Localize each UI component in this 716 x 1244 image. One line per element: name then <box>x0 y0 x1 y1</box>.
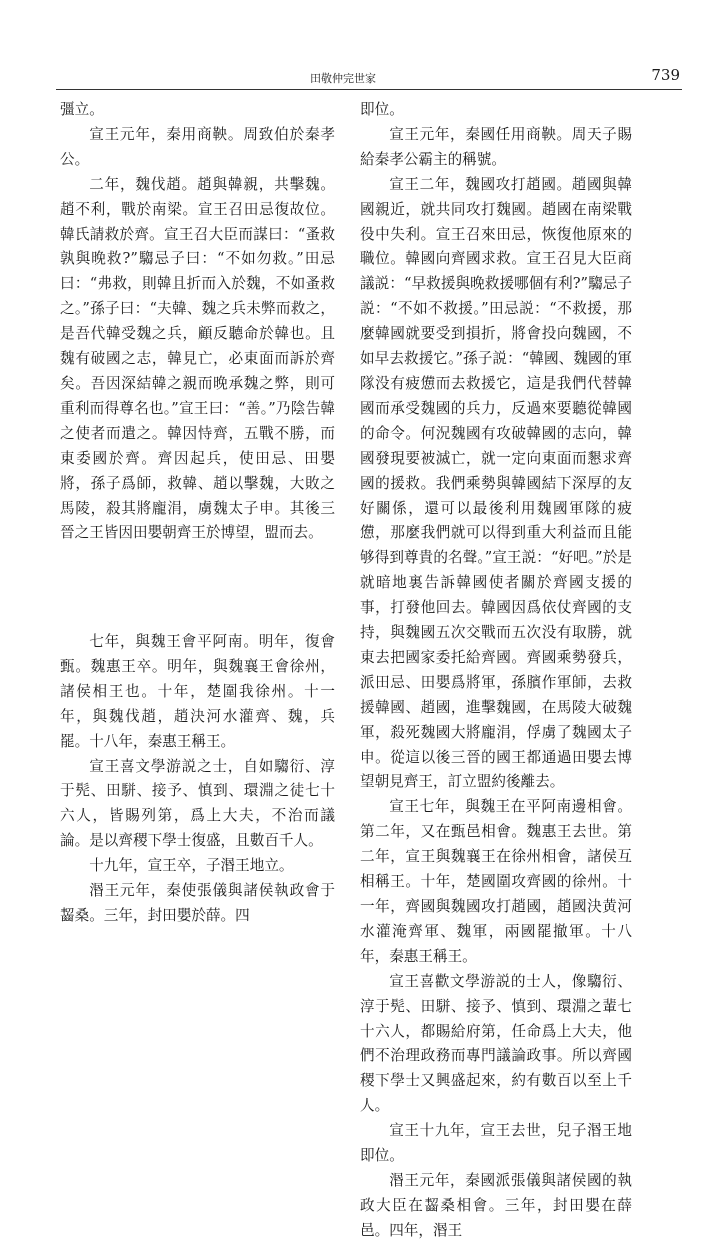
original-paragraph: 彊立。 <box>60 101 104 118</box>
original-paragraph: 七年，與魏王會平阿南。明年，復會甄。魏惠王卒。明年，與魏襄王會徐州，諸侯相王也。十年，楚圍我徐州。十一年，與魏伐趙，趙決河水灌齊、魏，兵罷。十八年，秦惠王稱王。 <box>60 633 335 750</box>
translation-text-column <box>360 98 632 1244</box>
translation-paragraph: 即位。 <box>360 101 404 118</box>
translation-paragraph: 宣王喜歡文學游説的士人，像騶衍、淳于髡、田駢、接予、慎到、環淵之輩七十六人，都賜給府第，任命爲上大夫，他們不治理政務而專門議論政事。所以齊國稷下學士又興盛起來，約有數百以至上千人。 <box>360 972 632 1115</box>
translation-paragraph: 宣王七年，與魏王在平阿南邊相會。第二年，又在甄邑相會。魏惠王去世。第二年，宣王與魏襄王在徐州相會，諸侯互相稱王。十年，楚國圍攻齊國的徐州。十一年，齊國與魏國攻打趙國，趙國決黄河水灌淹齊軍、魏軍，兩國罷撤軍。十八年，秦惠王稱王。 <box>360 798 632 965</box>
original-paragraph: 宣王喜文學游説之士，自如騶衍、淳于髡、田駢、接予、慎到、環淵之徒七十六人，皆賜列第，爲上大夫，不治而議論。是以齊稷下學士復盛，且數百千人。 <box>60 757 335 850</box>
original-paragraph: 二年，魏伐趙。趙與韓親，共擊魏。趙不利，戰於南梁。宣王召田忌復故位。韓氏請救於齊。宣王召大臣而謀曰：“蚤救孰與晚救?”騶忌子曰：“不如勿救。”田忌曰：“弗救，則韓且折而入於魏，不如蚤救之。”孫子曰：“夫韓、魏之兵未弊而救之，是吾代韓受魏之兵，顧反聽命於韓也。且魏有破國之志，韓見亡，必東面而訴於齊矣。吾因深結韓之親而晚承魏之弊，則可重利而得尊名也。”宣王曰：“善。”乃陰告韓之使者而遣之。韓因恃齊，五戰不勝，而東委國於齊。齊因起兵，使田忌、田嬰將，孫子爲師，救韓、趙以擊魏，大敗之馬陵，殺其將龐涓，虜魏太子申。其後三晉之王皆因田嬰朝齊王於博望，盟而去。 <box>60 175 335 542</box>
original-paragraph: 十九年，宣王卒，子湣王地立。 <box>89 857 294 875</box>
original-paragraph: 宣王元年，秦用商鞅。周致伯於秦孝公。 <box>60 125 335 168</box>
translation-paragraph: 宣王十九年，宣王去世，兒子湣王地即位。 <box>360 1122 632 1165</box>
page-number: 739 <box>651 66 680 84</box>
translation-paragraph: 湣王元年，秦國派張儀與諸侯國的執政大臣在齧桑相會。三年，封田嬰在薛邑。四年，湣王 <box>360 1171 632 1239</box>
running-title: 田敬仲完世家 <box>310 72 376 85</box>
original-text-column-bottom <box>60 630 335 929</box>
original-paragraph: 湣王元年，秦使張儀與諸侯執政會于齧桑。三年，封田嬰於薛。四 <box>60 882 335 924</box>
original-text-column-top <box>60 98 335 546</box>
translation-paragraph: 宣王二年，魏國攻打趙國。趙國與韓國親近，就共同攻打魏國。趙國在南梁戰役中失利。宣王召來田忌，恢復他原來的職位。韓國向齊國求救。宣王召見大臣商議説：“早救援與晚救援哪個有利?”騶忌子説：“不如不救援。”田忌説：“不救援，那麼韓國就要受到損折，將會投向魏國，不如早去救援它。”孫子説：“韓國、魏國的軍隊没有疲憊而去救援它，這是我們代替韓國而承受魏國的兵力，反過來要聽從韓國的命令。何況魏國有攻破韓國的志向，韓國發現要被滅亡，就一定向東面而懇求齊國的援救。我們乘勢與韓國結下深厚的友好關係，還可以最後利用魏國軍隊的疲憊，那麼我們就可以得到重大利益而且能够得到尊貴的名聲。”宣王説：“好吧。”於是就暗地裏告訴韓國使者關於齊國支援的事，打發他回去。韓國因爲依仗齊國的支持，與魏國五次交戰而五次没有取勝，就東去把國家委托給齊國。齊國乘勢發兵，派田忌、田嬰爲將軍，孫臏作軍師，去救援韓國、趙國，進擊魏國，在馬陵大破魏軍，殺死魏國大將龐涓，俘虜了魏國太子申。從這以後三晉的國王都通過田嬰去博望朝見齊王，訂立盟約後離去。 <box>360 175 632 791</box>
header-rule <box>56 89 682 90</box>
translation-paragraph: 宣王元年，秦國任用商鞅。周天子賜給秦孝公霸主的稱號。 <box>360 125 632 168</box>
